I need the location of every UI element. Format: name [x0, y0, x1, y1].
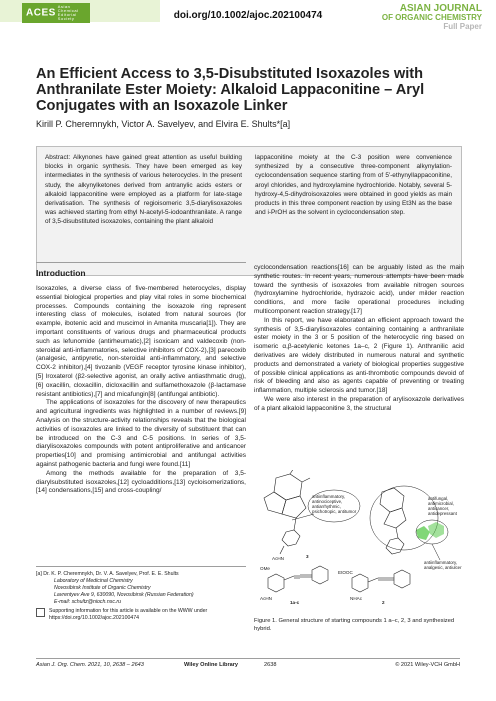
activity-bottom-text: antiinflammatory, analgesic, antiulcer: [424, 560, 462, 570]
label-nhac: NHAc: [350, 596, 362, 601]
activity-right-text: antifungal, antimicrobial, anticancer, antidepressant: [428, 496, 457, 516]
affiliation-authors: Dr. K. P. Cheremnykh, Dr. V. A. Savelyev, Prof. E. E. Shults: [43, 571, 179, 577]
intro-paragraph-2: The applications of isoxazoles for the discovery of new therapeutics and agricultural ingredients was highlighted in a number of reviews.[9] Analysis on the structure-activity relationships reveals that the biological activities of isoxazoles are linked to the diversity of substituent that can be introduced on the C-3 and C-5 positions. In series of 3,5-diarylisoxazoles compounds with potent antiproliferative and anticancer properties[10] and promising antimicrobial and antifungal activities against pathogenic bacteria and fungi were found.[11]: [36, 399, 246, 468]
footer-page-number: 2638: [264, 662, 277, 668]
footer-publisher[interactable]: Wiley Online Library: [184, 662, 239, 668]
supporting-info-icon: [36, 608, 45, 617]
lappaconitine-structure: [264, 470, 310, 554]
affiliation-address: Lavrentyev Ave 9, 630090, Novosibirsk (Russian Federation): [54, 592, 194, 598]
label-compound-1: 1a-c: [290, 600, 300, 605]
aces-logo-subtitle: Asian Chemical Editorial Society: [57, 4, 79, 21]
author-list: Kirill P. Cheremnykh, Victor A. Savelyev, and Elvira E. Shults*[a]: [36, 119, 291, 129]
figure-1-structures: [254, 470, 464, 614]
doi-link[interactable]: doi.org/10.1002/ajoc.202100474: [173, 10, 323, 21]
abstract-box: [36, 146, 462, 276]
abstract-left-text: Abstract: Alkynones have gained great attention as useful building blocks in organic synthesis. They have been emerged as key intermediates in the synthesis of various heterocycles. In the present study, the alkynylketones derived from antranylic acids esters or alkaloid lappaconitine were employed as a platform for late-stage derivatisation. The synthesis of regioisomeric 3,5-diarylisoxazoles was achieved starting from ethyl N-acetyl-5-iodoanthranilate. A range of 3,5-disubstituted isoxazoles, containing the plant alkaloid: [45, 154, 242, 226]
compound-1-structure: [268, 566, 328, 592]
right-paragraph-3: We were also interest in the preparation of arylisoxazole derivatives of a plant alkaloid lappaconitine 3, the structural: [254, 395, 464, 412]
affiliation-label: [a]: [36, 571, 42, 577]
abstract-right-text: lappaconitine moiety at the C-3 position were convenience synthesized by a consecutive three-component alkynylation-cyclocondensation sequence starting from of 5'-ethynyllappaconitine, aroyl chlorides, and hydroxylamine hydrochloride. Notably, several 5-hydroxy-4,5-dihydroisoxazoles were obtained in good yields as main products in this three component reaction by using Et3N as the base and i-PrOH as the solvent in cyclocondensation step.: [255, 154, 452, 217]
left-column: [36, 285, 246, 496]
intro-paragraph-1: Isoxazoles, a diverse class of five-membered heterocycles, display essential biological properties and play vital roles in some biochemical processes. Compounds containing the isoxazole ring represent interesting class of molecules, isolated from natural sources (for example, ibotenic acid and muscimol in Amanita muscaria[1]). They are important constituents of various drugs and pharmaceutical products such as lefunomide (antirheumatic),[2] isoxicam and valdecoxib (non-steroidal anti-inflammatories, selective inhibitors of COX-2),[3] parecoxib (analgesic, antipyretic, non-steroidal anti-inflammatory, and selective COX-2 inhibitor),[4] tivozanib (VEGF receptor tyrosine kinase inhibitor),[5] lroxaterol (β2-selective agonist, an orally active antiasthmatic drug),[6] oxacillin, cloxacillin, dicloxacillin and sulfamethoxazole (β-lactamase resistant antibiotics),[7] and micafungin[8] (antifungal antibiotic).: [36, 285, 246, 398]
activity-right-box: [428, 496, 464, 524]
activity-left-box: [312, 494, 358, 520]
section-rule: [36, 262, 246, 263]
affiliation-institute: Novosibirsk Institute of Organic Chemistry: [54, 585, 151, 591]
article-title: An Efficient Access to 3,5-Disubstituted Isoxazoles with Anthranilate Ester Moiety: Alkaloid Lappaconitine – Aryl Conjugates with an Isoxazole Linker: [36, 66, 425, 114]
footer-citation: Asian J. Org. Chem. 2021, 10, 2638 – 2643: [36, 662, 144, 668]
affiliation-email[interactable]: E-mail: schultz@nioch.nsc.ru: [54, 599, 121, 605]
arrow-bottom: [432, 544, 440, 560]
activity-left-text: antiinflammatory, antinociceptive, antiarrhythmic, psichotropic, antitumor: [312, 494, 357, 514]
label-etooc: EtOOC: [338, 570, 353, 575]
supporting-info-text[interactable]: Supporting information for this article is available on the WWW under https://doi.org/10.1002/ajoc.202100474: [49, 608, 208, 621]
journal-line-1: ASIAN JOURNAL: [399, 3, 482, 14]
activity-bottom-box: [424, 560, 464, 582]
right-column: [254, 264, 464, 414]
label-compound-2: 2: [382, 600, 385, 605]
page-header: [0, 0, 496, 40]
footnote-rule: [36, 566, 246, 567]
label-ome: OMe: [260, 566, 270, 571]
arrow-left: [292, 514, 314, 520]
right-paragraph-2: In this report, we have elaborated an efficient approach toward the synthesis of 3,5-diarylisoxazoles containing containing a anthranilate ester moiety in the 3 or 5 position of the heterocyclic ring based on isomeric α,β-acetylenic ketones 1a–c, 2 (Figure 1). Anthranilic acid derivatives are widely distributed in numerous natural and synthetic products and demonstrated a variety of biological properties suggestive of possible clinical applications as anti-thrombotic compounds devoid of risk of bleeding and also as agents capable of preventing or treating inflammation, multiple sclerosis and tumor.[18]: [254, 316, 464, 395]
aces-logo-text: ACES: [26, 7, 56, 19]
journal-name: [382, 4, 482, 31]
label-compound-3: 3: [306, 554, 309, 559]
article-type: Full Paper: [443, 22, 482, 31]
label-achn-bottom: AcHN: [260, 596, 272, 601]
page-footer: [36, 662, 460, 672]
right-paragraph-1: cyclocondensation reactions[16] can be arguably listed as the main synthetic routes. In recent years, numerous attempts have been made toward the synthesis of isoxazoles from available nitrogen sources (hydroxylamine hydrochloride, hydrazoic acid), under milder reaction conditions, and more facile operational procedures including multicomponent reaction strategy.[17]: [254, 264, 464, 315]
affiliation-lab: Laboratory of Medicinal Chemistry: [54, 578, 133, 584]
intro-paragraph-3: Among the methods available for the preparation of 3,5-diarylsubstituted isoxazoles,[12] cycloadditions,[13] cycloisomerizations,[14] condensations,[15] and cross-coupling/: [36, 469, 246, 495]
footnote-block: [36, 571, 246, 622]
figure-1-caption: Figure 1. General structure of starting compounds 1 a–c, 2, 3 and synthesized hybrid.: [254, 618, 455, 632]
footer-rule: [36, 658, 460, 659]
compound-2-structure: [352, 570, 410, 592]
supporting-info: [36, 608, 246, 622]
journal-line-2: OF ORGANIC CHEMISTRY: [381, 13, 482, 22]
label-achn-left: AcHN: [272, 556, 284, 561]
section-heading-introduction: Introduction: [36, 268, 86, 278]
aryl-highlight: [428, 522, 444, 538]
footer-copyright: © 2021 Wiley-VCH GmbH: [395, 662, 460, 668]
